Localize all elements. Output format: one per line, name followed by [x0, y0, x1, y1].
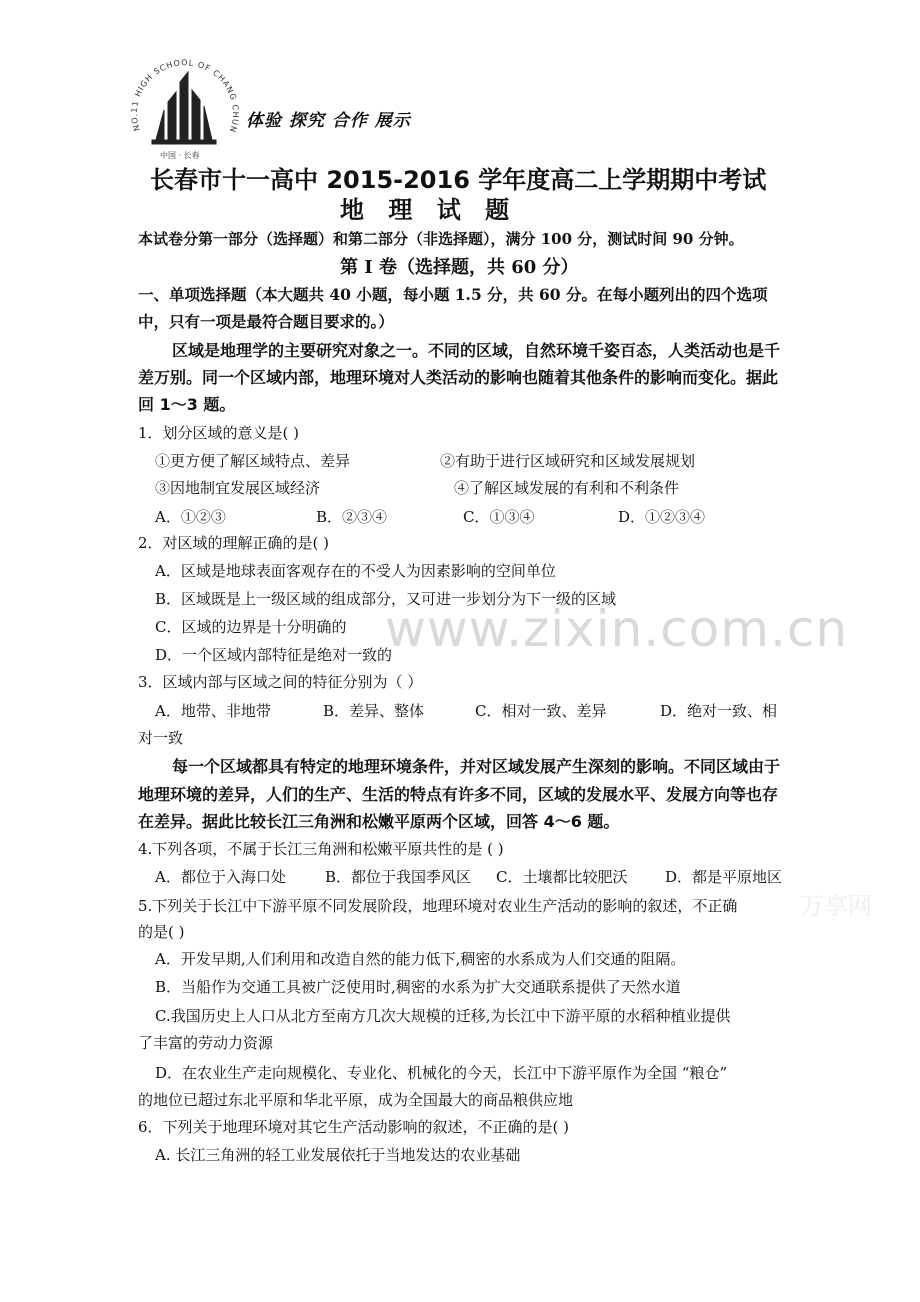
logo-ring-text: NO.11 HIGH SCHOOL OF CHANG CHUN: [129, 58, 241, 135]
q5-option-c-line2: 了丰富的劳动力资源: [138, 1034, 274, 1052]
passage2-line2: 地理环境的差异，人们的生产、生活的特点有许多不同，区域的发展水平、发展方向等也存: [138, 785, 779, 804]
watermark-secondary: 万享网: [800, 892, 872, 920]
q5-option-d-line2: 的地位已超过东北平原和华北平原，成为全国最大的商品粮供应地: [138, 1091, 574, 1109]
q1-option-b: B．②③④: [316, 508, 388, 526]
logo-emblem: [152, 72, 216, 144]
q5-stem-line2: 的是( ): [138, 923, 185, 941]
q5-option-b: B．当船作为交通工具被广泛使用时,稠密的水系为扩大交通联系提供了天然水道: [155, 978, 681, 996]
q3-option-d: D．绝对一致、相: [660, 702, 778, 720]
q1-statement-1: ①更方便了解区域特点、差异: [155, 452, 351, 470]
q3-option-c: C．相对一致、差异: [475, 702, 607, 720]
q1-option-c: C．①③④: [463, 508, 535, 526]
q5-option-c-line1: C.我国历史上人口从北方至南方几次大规模的迁移,为长江中下游平原的水稻种植业提供: [155, 1007, 731, 1025]
exam-subtitle: 地 理 试 题: [340, 195, 518, 224]
q4-option-c: C．土壤都比较肥沃: [496, 868, 628, 886]
q3-stem: 3．区域内部与区域之间的特征分别为（ ）: [138, 673, 423, 691]
school-motto: 体验 探究 合作 展示: [246, 111, 411, 131]
q1-statement-3: ③因地制宜发展区域经济: [155, 479, 321, 497]
q1-option-d: D．①②③④: [618, 508, 706, 526]
passage2-line3: 在差异。据此比较长江三角洲和松嫩平原两个区域，回答 4～6 题。: [138, 812, 620, 831]
q5-option-d-line1: D．在农业生产走向规模化、专业化、机械化的今天，长江中下游平原作为全国 “粮仓”: [155, 1064, 728, 1082]
passage1-line1: 区域是地理学的主要研究对象之一。不同的区域，自然环境千姿百态，人类活动也是千: [172, 341, 781, 360]
section-instructions-line1: 一、单项选择题（本大题共 40 小题，每小题 1.5 分，共 60 分。在每小题列出的四个选项: [138, 285, 768, 304]
q1-stem: 1．划分区域的意义是( ): [138, 424, 300, 442]
q2-option-c: C．区域的边界是十分明确的: [155, 618, 347, 636]
q4-option-a: A．都位于入海口处: [155, 868, 286, 886]
exam-title: 长春市十一高中 2015-2016 学年度高二上学期期中考试: [150, 166, 767, 194]
q5-stem-line1: 5.下列关于长江中下游平原不同发展阶段，地理环境对农业生产活动的影响的叙述，不正确: [138, 897, 738, 915]
passage2-line1: 每一个区域都具有特定的地理环境条件，并对区域发展产生深刻的影响。不同区域由于: [172, 757, 781, 776]
q1-statement-4: ④了解区域发展的有利和不利条件: [454, 479, 680, 497]
passage1-line3: 回 1～3 题。: [138, 395, 236, 414]
q5-option-a: A．开发早期,人们利用和改造自然的能力低下,稠密的水系成为人们交通的阻隔。: [155, 950, 686, 968]
q4-stem: 4.下列各项，不属于长江三角洲和松嫩平原共性的是 ( ): [138, 840, 504, 858]
q4-option-b: B．都位于我国季风区: [325, 868, 472, 886]
watermark: www.zixin.com.cn: [385, 600, 849, 658]
part-heading: 第 I 卷（选择题，共 60 分）: [340, 257, 579, 278]
q3-option-a: A．地带、非地带: [155, 702, 271, 720]
logo-caption: 中国 · 长春: [160, 151, 200, 160]
q3-option-b: B．差异、整体: [323, 702, 425, 720]
q4-option-d: D．都是平原地区: [665, 868, 783, 886]
passage1-line2: 差万别。同一个区域内部，地理环境对人类活动的影响也随着其他条件的影响而变化。据此: [138, 368, 779, 387]
q6-stem: 6．下列关于地理环境对其它生产活动影响的叙述，不正确的是( ): [138, 1118, 570, 1136]
exam-note: 本试卷分第一部分（选择题）和第二部分（非选择题），满分 100 分，测试时间 90 分钟。: [138, 230, 744, 248]
q1-option-a: A．①②③: [155, 508, 226, 526]
q1-statement-2: ②有助于进行区域研究和区域发展规划: [440, 452, 696, 470]
q2-option-a: A．区域是地球表面客观存在的不受人为因素影响的空间单位: [155, 562, 556, 580]
q6-option-a: A. 长江三角洲的轻工业发展依托于当地发达的农业基础: [155, 1146, 521, 1164]
q2-option-d: D．一个区域内部特征是绝对一致的: [155, 646, 393, 664]
school-logo: [120, 40, 250, 165]
section-instructions-line2: 中，只有一项是最符合题目要求的。）: [138, 312, 394, 331]
q3-option-d-continued: 对一致: [138, 729, 184, 747]
q2-option-b: B．区域既是上一级区域的组成部分，又可进一步划分为下一级的区域: [155, 590, 617, 608]
q2-stem: 2．对区域的理解正确的是( ): [138, 534, 330, 552]
